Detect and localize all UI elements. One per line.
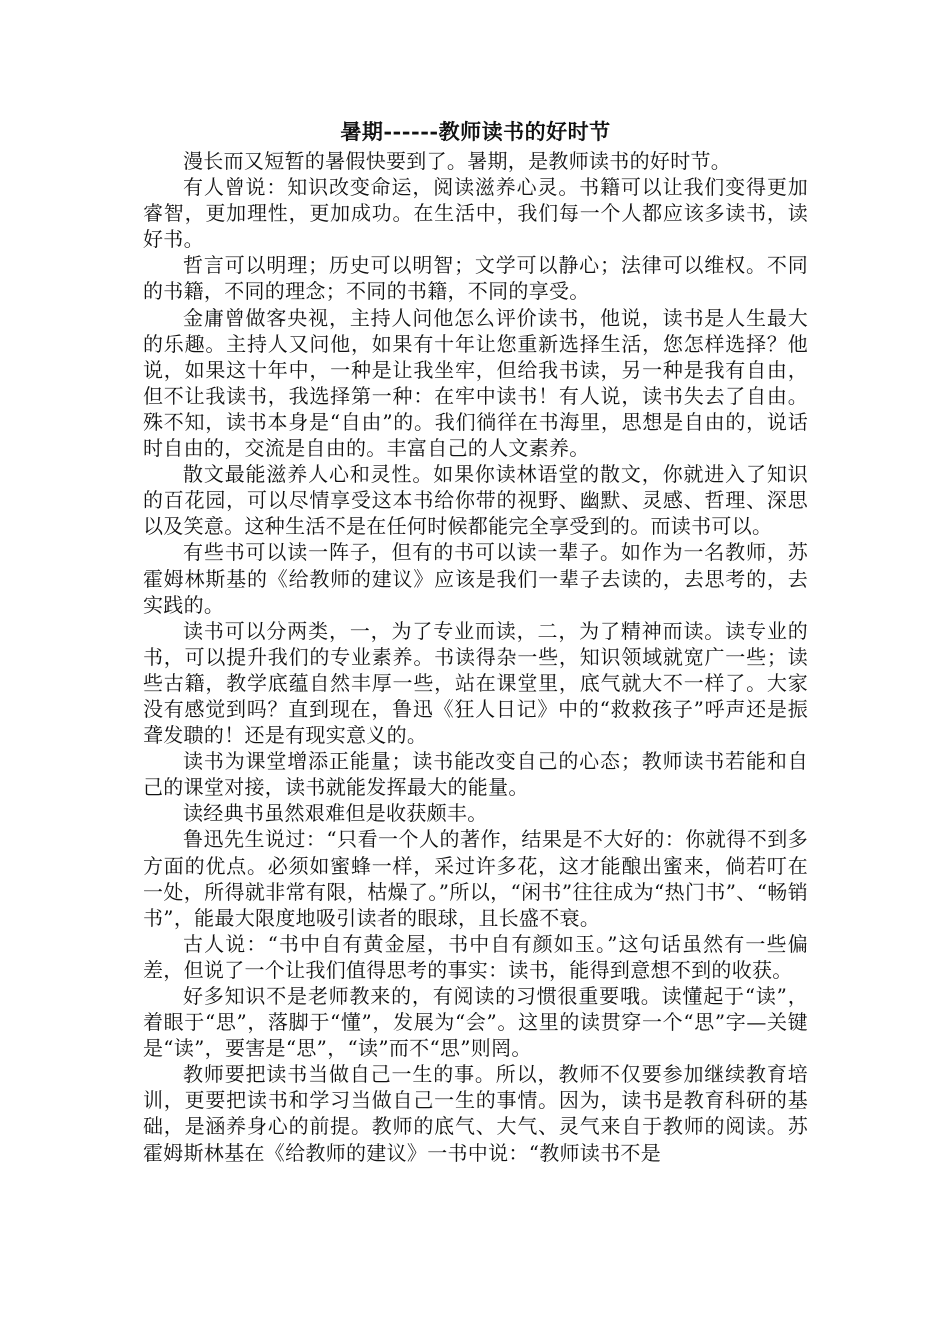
paragraph-11: 古人说：“书中自有黄金屋，书中自有颜如玉。”这句话虽然有一些偏差，但说了一个让我们值得思考的事实：读书，能得到意想不到的收获。 xyxy=(143,931,808,982)
paragraph-8: 读书为课堂增添正能量；读书能改变自己的心态；教师读书若能和自己的课堂对接，读书就能发挥最大的能量。 xyxy=(143,749,808,800)
paragraph-4: 金庸曾做客央视，主持人问他怎么评价读书，他说，读书是人生最大的乐趣。主持人又问他，如果有十年让您重新选择生活，您怎样选择？他说，如果这十年中，一种是让我坐牢，但给我书读，另一种是我有自由，但不让我读书，我选择第一种：在牢中读书！有人说，读书失去了自由。殊不知，读书本身是“自由”的。我们徜徉在书海里，思想是自由的，说话时自由的，交流是自由的。丰富自己的人文素养。 xyxy=(143,305,808,461)
paragraph-7: 读书可以分两类，一，为了专业而读，二，为了精神而读。读专业的书，可以提升我们的专业素养。书读得杂一些，知识领域就宽广一些；读些古籍，教学底蕴自然丰厚一些，站在课堂里，底气就大不一样了。大家没有感觉到吗？直到现在，鲁迅《狂人日记》中的“救救孩子”呼声还是振聋发聩的！还是有现实意义的。 xyxy=(143,618,808,748)
paragraph-6: 有些书可以读一阵子，但有的书可以读一辈子。如作为一名教师，苏霍姆林斯基的《给教师的建议》应该是我们一辈子去读的，去思考的，去实践的。 xyxy=(143,540,808,617)
document-page xyxy=(143,116,808,1166)
paragraph-5: 散文最能滋养人心和灵性。如果你读林语堂的散文，你就进入了知识的百花园，可以尽情享受这本书给你带的视野、幽默、灵感、哲理、深思以及笑意。这种生活不是在任何时候都能完全享受到的。而读书可以。 xyxy=(143,462,808,539)
paragraph-10: 鲁迅先生说过：“只看一个人的著作，结果是不大好的：你就得不到多方面的优点。必须如蜜蜂一样，采过许多花，这才能酿出蜜来，倘若叮在一处，所得就非常有限，枯燥了。”所以，“闲书”往往成为“热门书”、“畅销书”，能最大限度地吸引读者的眼球，且长盛不衰。 xyxy=(143,827,808,930)
paragraph-2: 有人曾说：知识改变命运，阅读滋养心灵。书籍可以让我们变得更加睿智，更加理性，更加成功。在生活中，我们每一个人都应该多读书，读好书。 xyxy=(143,175,808,252)
paragraph-13: 教师要把读书当做自己一生的事。所以，教师不仅要参加继续教育培训，更要把读书和学习当做自己一生的事情。因为，读书是教育科研的基础，是涵养身心的前提。教师的底气、大气、灵气来自于教师的阅读。苏霍姆斯林基在《给教师的建议》一书中说：“教师读书不是 xyxy=(143,1062,808,1165)
document-title: 暑期------教师读书的好时节 xyxy=(340,119,611,144)
paragraph-12: 好多知识不是老师教来的，有阅读的习惯很重要哦。读懂起于“读”，着眼于“思”，落脚于“懂”，发展为“会”。这里的读贯穿一个“思”字—关键是“读”，要害是“思”，“读”而不“思”则罔。 xyxy=(143,984,808,1061)
paragraph-1: 漫长而又短暂的暑假快要到了。暑期，是教师读书的好时节。 xyxy=(183,149,732,173)
paragraph-9: 读经典书虽然艰难但是收获颇丰。 xyxy=(183,801,488,826)
paragraph-3: 哲言可以明理；历史可以明智；文学可以静心；法律可以维权。不同的书籍，不同的理念；不同的书籍，不同的享受。 xyxy=(143,253,808,304)
